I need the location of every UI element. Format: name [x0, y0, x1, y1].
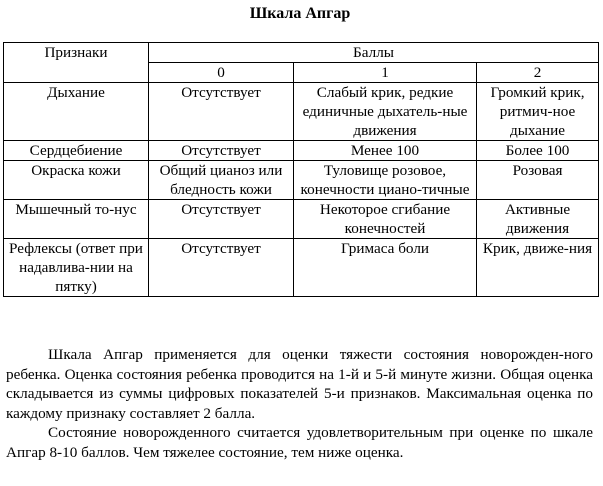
- row-score-1: Некоторое сгибание конечностей: [294, 200, 477, 239]
- row-score-1: Туловище розовое, конечности циано-тичные: [294, 161, 477, 200]
- header-scores: Баллы: [149, 43, 599, 63]
- row-score-0: Отсутствует: [149, 141, 294, 161]
- apgar-table: [3, 42, 599, 297]
- row-score-2: Более 100: [477, 141, 599, 161]
- description-text: [6, 345, 593, 463]
- row-score-1: Слабый крик, редкие единичные дыхатель-ные движения: [294, 83, 477, 141]
- table-row: [4, 200, 599, 239]
- row-score-0: Отсутствует: [149, 83, 294, 141]
- row-score-1: Гримаса боли: [294, 239, 477, 297]
- header-score-1: 1: [294, 63, 477, 83]
- row-sign: Мышечный то-нус: [4, 200, 149, 239]
- table-row: [4, 239, 599, 297]
- row-score-2: Розовая: [477, 161, 599, 200]
- row-score-0: Отсутствует: [149, 200, 294, 239]
- table-row: [4, 161, 599, 200]
- header-score-0: 0: [149, 63, 294, 83]
- paragraph: Шкала Апгар применяется для оценки тяжести состояния новорожден-ного ребенка. Оценка состояния ребенка проводится на 1-й и 5-й минуте жизни. Общая оценка складывается из суммы цифровых показателей 5-и признаков. Максимальная оценка по каждому признаку составляет 2 балла.: [6, 346, 593, 422]
- row-score-2: Крик, движе-ния: [477, 239, 599, 297]
- page-title: Шкала Апгар: [249, 5, 351, 22]
- header-signs: Признаки: [4, 43, 149, 83]
- row-sign: Окраска кожи: [4, 161, 149, 200]
- paragraph: Состояние новорожденного считается удовлетворительным при оценке по шкале Апгар 8-10 баллов. Чем тяжелее состояние, тем ниже оценка.: [6, 424, 593, 461]
- row-sign: Рефлексы (ответ при надавлива-нии на пятку): [4, 239, 149, 297]
- header-score-2: 2: [477, 63, 599, 83]
- row-score-0: Общий цианоз или бледность кожи: [149, 161, 294, 200]
- table-row: [4, 83, 599, 141]
- row-score-1: Менее 100: [294, 141, 477, 161]
- row-sign: Сердцебиение: [4, 141, 149, 161]
- row-score-2: Громкий крик, ритмич-ное дыхание: [477, 83, 599, 141]
- row-sign: Дыхание: [4, 83, 149, 141]
- row-score-2: Активные движения: [477, 200, 599, 239]
- table-header-row: [4, 43, 599, 63]
- table-row: [4, 141, 599, 161]
- row-score-0: Отсутствует: [149, 239, 294, 297]
